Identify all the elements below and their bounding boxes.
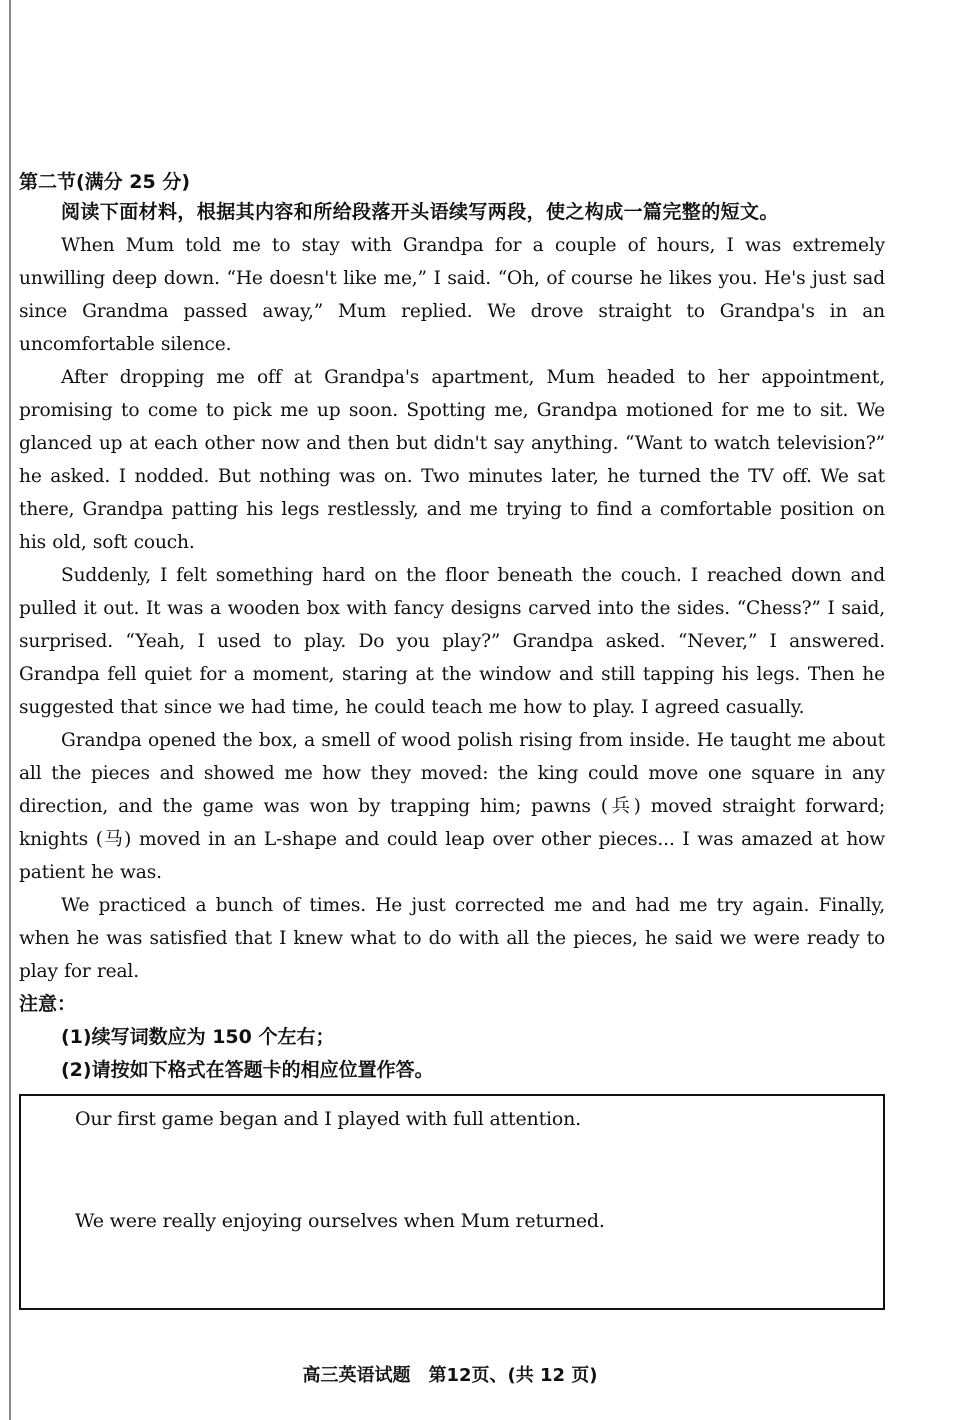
section-title: 第二节(满分 25 分) (19, 171, 191, 193)
left-margin-rule (9, 0, 11, 1420)
passage-paragraph-3: Suddenly, I felt something hard on the floor beneath the couch. I reached down and pulled it out. It was a wooden box with fancy designs carved into the sides. “Chess?” I said, surprised. “Yeah, I used to play. Do you play?” Grandpa asked. “Never,” I answered. Grandpa fell quiet for a moment, staring at the window and still tapping his legs. Then he suggested that since we had time, he could teach me how to play. I agreed casually. (19, 565, 885, 718)
page-footer: 高三英语试题 第12页、(共 12 页) (302, 1365, 598, 1386)
notes-label: 注意： (19, 993, 77, 1015)
paragraph-2-opening: We were really enjoying ourselves when Mum returned. (75, 1210, 605, 1232)
note-item-1: (1)续写词数应为 150 个左右； (61, 1026, 335, 1048)
section-instruction: 阅读下面材料，根据其内容和所给段落开头语续写两段，使之构成一篇完整的短文。 (61, 201, 779, 223)
exam-content (19, 166, 885, 1087)
passage-paragraph-4: Grandpa opened the box, a smell of wood polish rising from inside. He taught me about all the pieces and showed me how they moved: the king could move one square in any direction, and the game was won by trapping him; pawns (兵) moved straight forward; knights (马) moved in an L-shape and could leap over other pieces... I was amazed at how patient he was. (19, 730, 885, 883)
paragraph-1-opening: Our first game began and I played with full attention. (75, 1108, 581, 1130)
passage-paragraph-1: When Mum told me to stay with Grandpa for a couple of hours, I was extremely unwilling deep down. “He doesn't like me,” I said. “Oh, of course he likes you. He's just sad since Grandma passed away,” Mum replied. We drove straight to Grandpa's in an uncomfortable silence. (19, 235, 885, 355)
answer-box (19, 1094, 885, 1310)
passage-paragraph-5: We practiced a bunch of times. He just corrected me and had me try again. Finally, when he was satisfied that I knew what to do with all the pieces, he said we were ready to play for real. (19, 895, 885, 982)
passage-paragraph-2: After dropping me off at Grandpa's apartment, Mum headed to her appointment, promising to come to pick me up soon. Spotting me, Grandpa motioned for me to sit. We glanced up at each other now and then but didn't say anything. “Want to watch television?” he asked. I nodded. But nothing was on. Two minutes later, he turned the TV off. We sat there, Grandpa patting his legs restlessly, and me trying to find a comfortable position on his old, soft couch. (19, 367, 885, 553)
note-item-2: (2)请按如下格式在答题卡的相应位置作答。 (61, 1059, 434, 1081)
